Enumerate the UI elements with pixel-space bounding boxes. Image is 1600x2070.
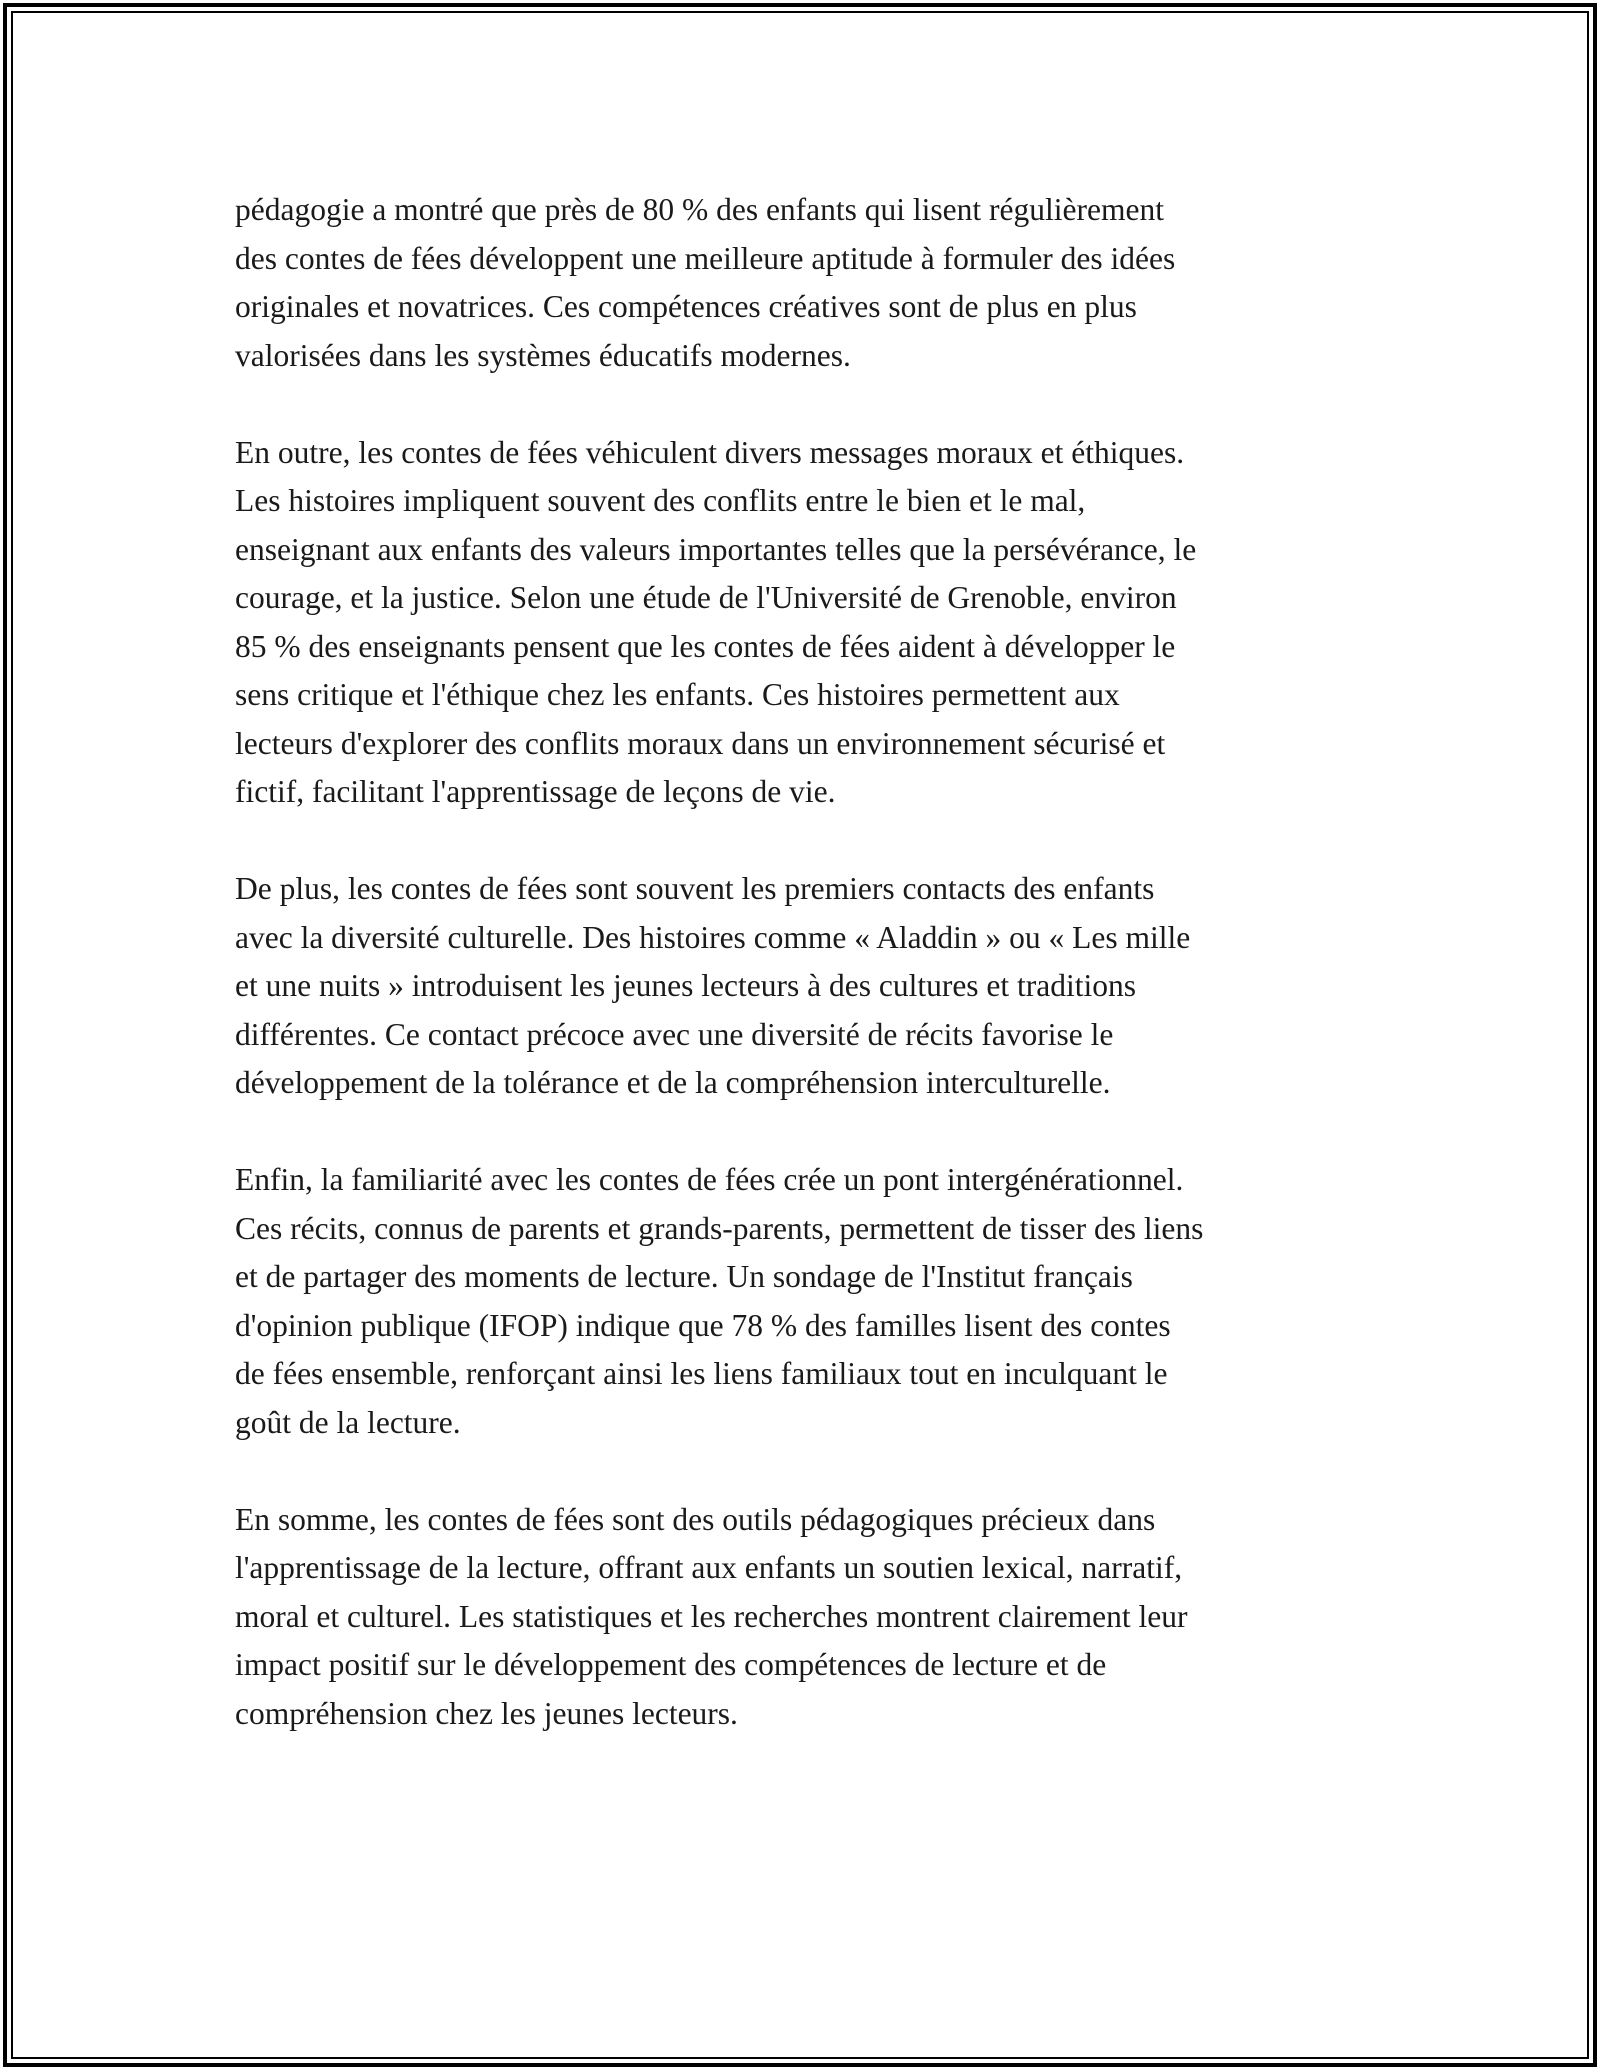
paragraph-morals: En outre, les contes de fées véhiculent divers messages moraux et éthiques. Les histoires impliquent souvent des conflits entre le bien et le mal, enseignant aux enfants des valeurs importantes telles que la persévérance, le courage, et la justice. Selon une étude de l'Université de Grenoble, environ 85 % des enseignants pensent que les contes de fées aident à développer le sens critique et l'éthique chez les enfants. Ces histoires permettent aux lecteurs d'explorer des conflits moraux dans un environnement sécurisé et fictif, facilitant l'apprentissage de leçons de vie. xyxy=(235,434,1197,809)
paragraph-creativity: pédagogie a montré que près de 80 % des enfants qui lisent régulièrement des contes de fées développent une meilleure aptitude à formuler des idées originales et novatrices. Ces compétences créatives sont de plus en plus valorisées dans les systèmes éducatifs modernes. xyxy=(235,192,1176,373)
paragraph-generations: Enfin, la familiarité avec les contes de fées crée un pont intergénérationnel. Ces récits, connus de parents et grands-parents, permettent de tisser des liens et de partager des moments de lecture. Un sondage de l'Institut français d'opinion publique (IFOP) indique que 78 % des familles lisent des contes de fées ensemble, renforçant ainsi les liens familiaux tout en inculquant le goût de la lecture. xyxy=(235,1162,1204,1440)
document-body xyxy=(235,186,1375,1787)
paragraph-culture: De plus, les contes de fées sont souvent les premiers contacts des enfants avec la diversité culturelle. Des histoires comme « Aladdin » ou « Les mille et une nuits » introduisent les jeunes lecteurs à des cultures et traditions différentes. Ce contact précoce avec une diversité de récits favorise le développement de la tolérance et de la compréhension interculturelle. xyxy=(235,871,1191,1100)
paragraph-conclusion: En somme, les contes de fées sont des outils pédagogiques précieux dans l'apprentissage de la lecture, offrant aux enfants un soutien lexical, narratif, moral et culturel. Les statistiques et les recherches montrent clairement leur impact positif sur le développement des compétences de lecture et de compréhension chez les jeunes lecteurs. xyxy=(235,1501,1188,1731)
